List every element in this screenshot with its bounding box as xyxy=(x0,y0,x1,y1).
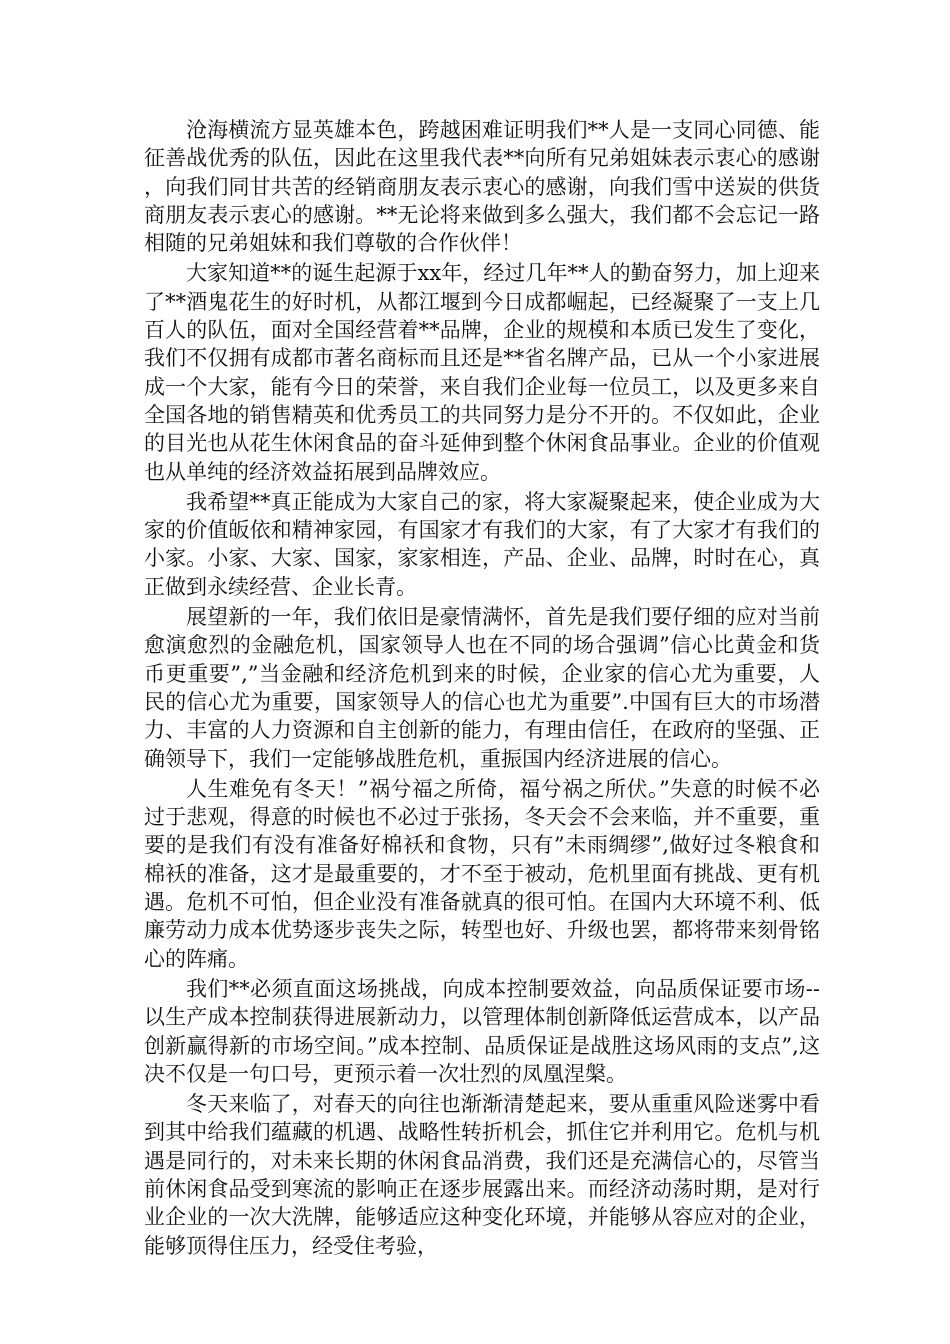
paragraph: 冬天来临了，对春天的向往也渐渐清楚起来，要从重重风险迷雾中看到其中给我们蕴藏的机遇、战略性转折机会，抓住它并利用它。危机与机遇是同行的，对未来长期的休闲食品消费，我们还是充满信心的，尽管当前休闲食品受到寒流的影响正在逐步展露出来。而经济动荡时期，是对行业企业的一次大洗牌，能够适应这种变化环境，并能够从容应对的企业，能够顶得住压力，经受住考验， xyxy=(144,1092,820,1258)
paragraph: 展望新的一年，我们依旧是豪情满怀，首先是我们要仔细的应对当前愈演愈烈的金融危机，国家领导人也在不同的场合强调”信心比黄金和货币更重要”,”当金融和经济危机到来的时候，企业家的信心尤为重要，人民的信心尤为重要，国家领导人的信心也尤为重要”.中国有巨大的市场潜力、丰富的人力资源和自主创新的能力，有理由信任，在政府的坚强、正确领导下，我们一定能够战胜危机，重振国内经济进展的信心。 xyxy=(144,605,820,771)
paragraph: 大家知道**的诞生起源于xx年，经过几年**人的勤奋努力，加上迎来了**酒鬼花生的好时机，从都江堰到今日成都崛起，已经凝聚了一支上几百人的队伍，面对全国经营着**品牌，企业的规模和本质已发生了变化，我们不仅拥有成都市著名商标而且还是**省名牌产品，已从一个小家进展成一个大家，能有今日的荣誉，来自我们企业每一位员工，以及更多来自全国各地的销售精英和优秀员工的共同努力是分不开的。不仅如此，企业的目光也从花生休闲食品的奋斗延伸到整个休闲食品事业。企业的价值观也从单纯的经济效益拓展到品牌效应。 xyxy=(144,261,820,484)
paragraph: 我们**必须直面这场挑战，向成本控制要效益，向品质保证要市场--以生产成本控制获得进展新动力，以管理体制创新降低运营成本，以产品创新赢得新的市场空间。”成本控制、品质保证是战胜这场风雨的支点”,这决不仅是一句口号，更预示着一次壮烈的凤凰涅槃。 xyxy=(144,976,820,1086)
paragraph: 人生难免有冬天！”祸兮福之所倚，福兮祸之所伏。”失意的时候不必过于悲观，得意的时候也不必过于张扬，冬天会不会来临，并不重要，重要的是我们有没有准备好棉袄和食物，只有”未雨绸缪”,做好过冬粮食和棉袄的准备，这才是最重要的，才不至于被动，危机里面有挑战、更有机遇。危机不可怕，但企业没有准备就真的很可怕。在国内大环境不利、低廉劳动力成本优势逐步丧失之际，转型也好、升级也罢，都将带来刻骨铭心的阵痛。 xyxy=(144,776,820,971)
paragraph: 我希望**真正能成为大家自己的家，将大家凝聚起来，使企业成为大家的价值皈依和精神家园，有国家才有我们的大家，有了大家才有我们的小家。小家、大家、国家，家家相连，产品、企业、品牌，时时在心，真正做到永续经营、企业长青。 xyxy=(144,489,820,599)
document-body xyxy=(144,116,820,1262)
paragraph: 沧海横流方显英雄本色，跨越困难证明我们**人是一支同心同德、能征善战优秀的队伍，因此在这里我代表**向所有兄弟姐妹表示衷心的感谢，向我们同甘共苦的经销商朋友表示衷心的感谢，向我们雪中送炭的供货商朋友表示衷心的感谢。**无论将来做到多么强大，我们都不会忘记一路相随的兄弟姐妹和我们尊敬的合作伙伴！ xyxy=(144,118,820,256)
